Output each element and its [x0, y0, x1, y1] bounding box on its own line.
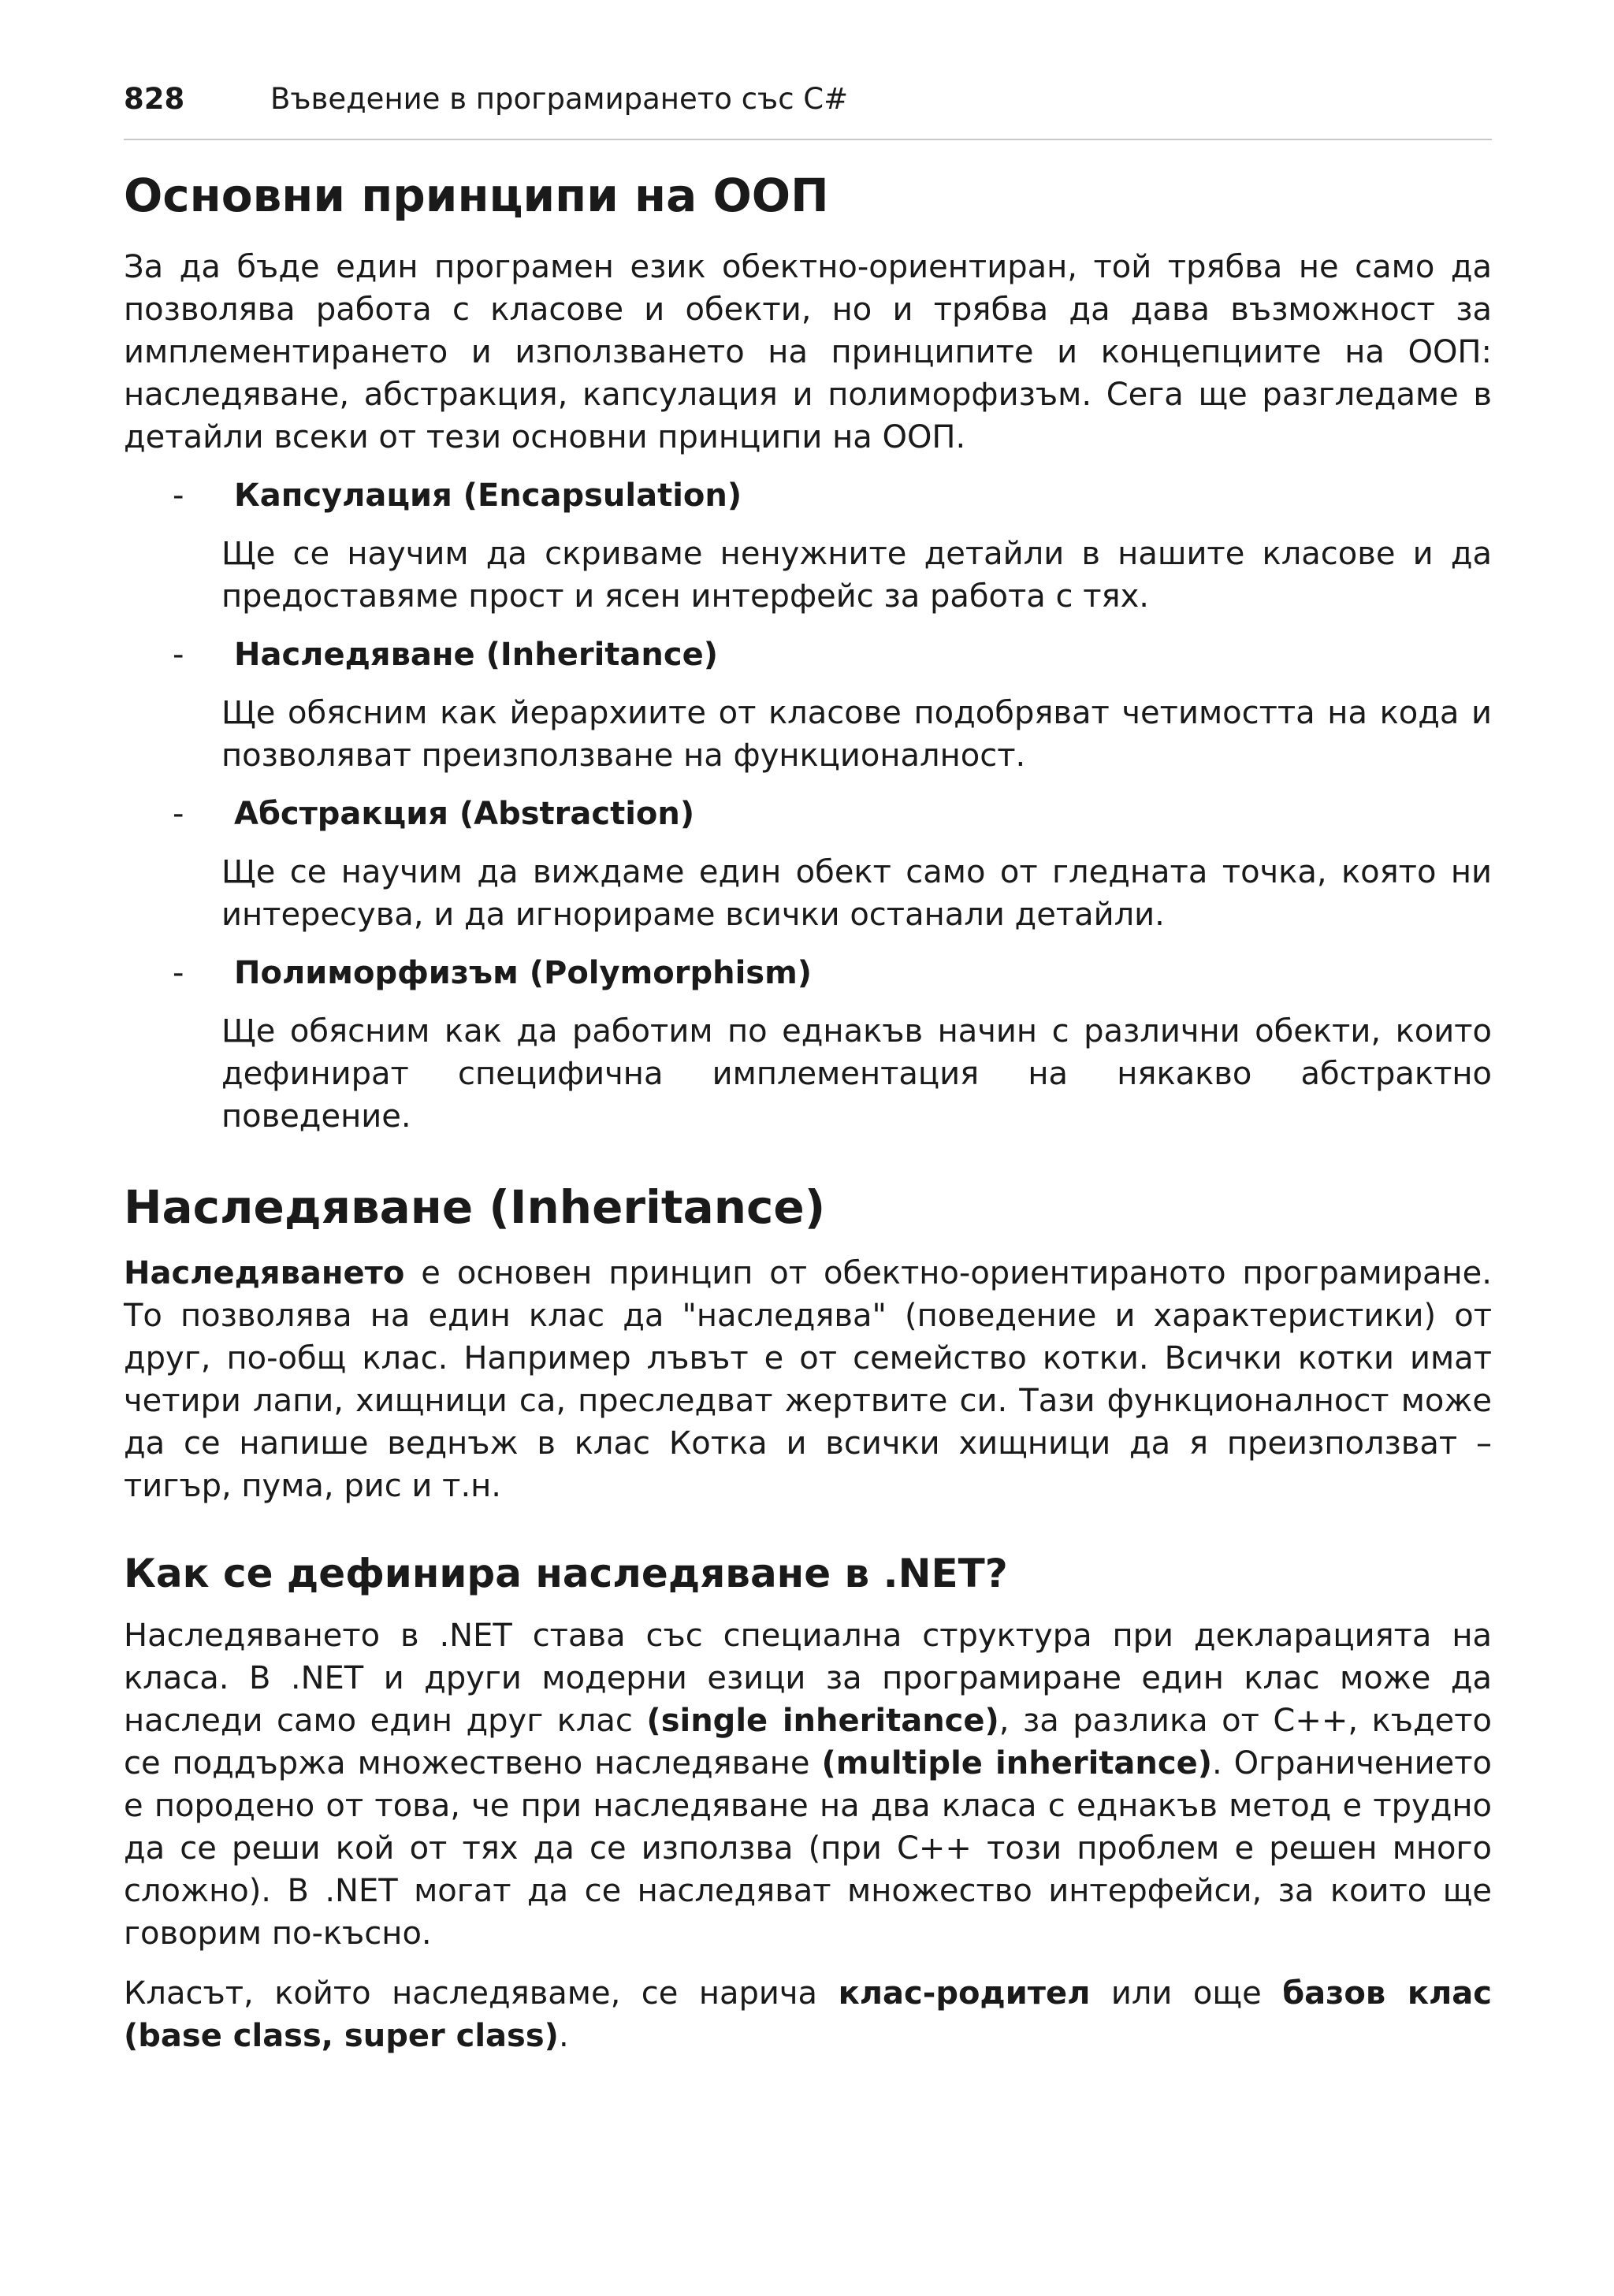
principle-description: Ще обясним как йерархиите от класове подобряват четимостта на кода и позволяват преизползване на функционалност. [221, 694, 1492, 774]
principle-title-text: Абстракция (Abstraction) [234, 795, 695, 832]
principle-item-inheritance [124, 633, 1492, 777]
section-heading-net-inheritance: Как се дефинира наследяване в .NET? [124, 1551, 1008, 1597]
principle-description: Ще обясним как да работим по еднакъв начин с различни обекти, които дефинират специфична имплементация на някакво абстрактно поведение. [221, 1012, 1492, 1135]
page-number: 828 [124, 82, 185, 116]
principle-title [124, 633, 1492, 676]
list-dash: - [173, 795, 184, 832]
section-heading-oop-principles: Основни принципи на ООП [124, 169, 829, 222]
book-title: Въведение в програмирането със C# [270, 82, 849, 116]
principle-title-text: Капсулация (Encapsulation) [234, 477, 742, 514]
oop-intro-paragraph: За да бъде един програмен език обектно-ориентиран, той трябва не само да позволява работа с класове и обекти, но и трябва да дава възможност за имплементирането и използването на принципите и концепциите на ООП: наследяване, абстракция, капсулация и полиморфизъм. Сега ще разгледаме в детайли всеки от тези основни принципи на ООП. [124, 248, 1492, 455]
principle-title-text: Наследяване (Inheritance) [234, 636, 718, 673]
paragraph-text: . Ограничението е породено от това, че при наследяване на два класа с еднакъв метод е трудно да се реши кой от тях да се използва (при C++ този проблем е решен много сложно). В .NET могат да се наследяват множество интерфейси, за които ще говорим по-късно. [124, 1745, 1492, 1952]
running-header [124, 82, 1492, 140]
principle-item-abstraction [124, 793, 1492, 936]
bold-term: (multiple inheritance) [821, 1745, 1212, 1782]
bold-term: (single inheritance) [646, 1703, 999, 1740]
list-dash: - [173, 477, 184, 514]
inheritance-paragraph [124, 1252, 1492, 1507]
page-content [124, 169, 1492, 2057]
list-dash: - [173, 954, 184, 991]
list-dash: - [173, 636, 184, 673]
principle-description: Ще се научим да скриваме ненужните детайли в нашите класове и да предоставяме прост и ясен интерфейс за работа с тях. [221, 535, 1492, 615]
principle-title [124, 952, 1492, 994]
bold-term: базов клас (base class, super class) [124, 1975, 1492, 2055]
principle-item-encapsulation [124, 474, 1492, 618]
paragraph-text: или още [1090, 1975, 1283, 2012]
bold-term: клас-родител [838, 1975, 1091, 2012]
principle-title [124, 793, 1492, 835]
paragraph-text: е основен принцип от обектно-ориентираното програмиране. То позволява на един клас да "наследява" (поведение и характеристики) от друг, по-общ клас. Например лъвът е от семейство котки. Всички котки имат четири лапи, хищници са, преследват жертвите си. Тази функционалност може да се напише веднъж в клас Котка и всички хищници да я преизползват – тигър, пума, рис и т.н. [124, 1255, 1492, 1505]
paragraph-text: Класът, който наследяваме, се нарича [124, 1975, 839, 2012]
paragraph-text: . [558, 2018, 569, 2055]
principles-list [124, 474, 1492, 1138]
base-class-paragraph [124, 1972, 1492, 2057]
principle-item-polymorphism [124, 952, 1492, 1138]
principle-title [124, 474, 1492, 517]
bold-term: Наследяването [124, 1255, 405, 1292]
principle-description: Ще се научим да виждаме един обект само от гледната точка, която ни интересува, и да игнорираме всички останали детайли. [221, 853, 1492, 933]
net-inheritance-paragraph [124, 1614, 1492, 1955]
section-heading-inheritance: Наследяване (Inheritance) [124, 1180, 826, 1234]
paragraph-text: Наследяването в .NET става със специална структура при декларацията на класа. В .NET и други модерни езици за програмиране един клас може да наследи само един друг клас [124, 1618, 1492, 1740]
paragraph-text: , за разлика от C++, където се поддържа множествено наследяване [124, 1703, 1492, 1782]
principle-title-text: Полиморфизъм (Polymorphism) [234, 954, 813, 991]
